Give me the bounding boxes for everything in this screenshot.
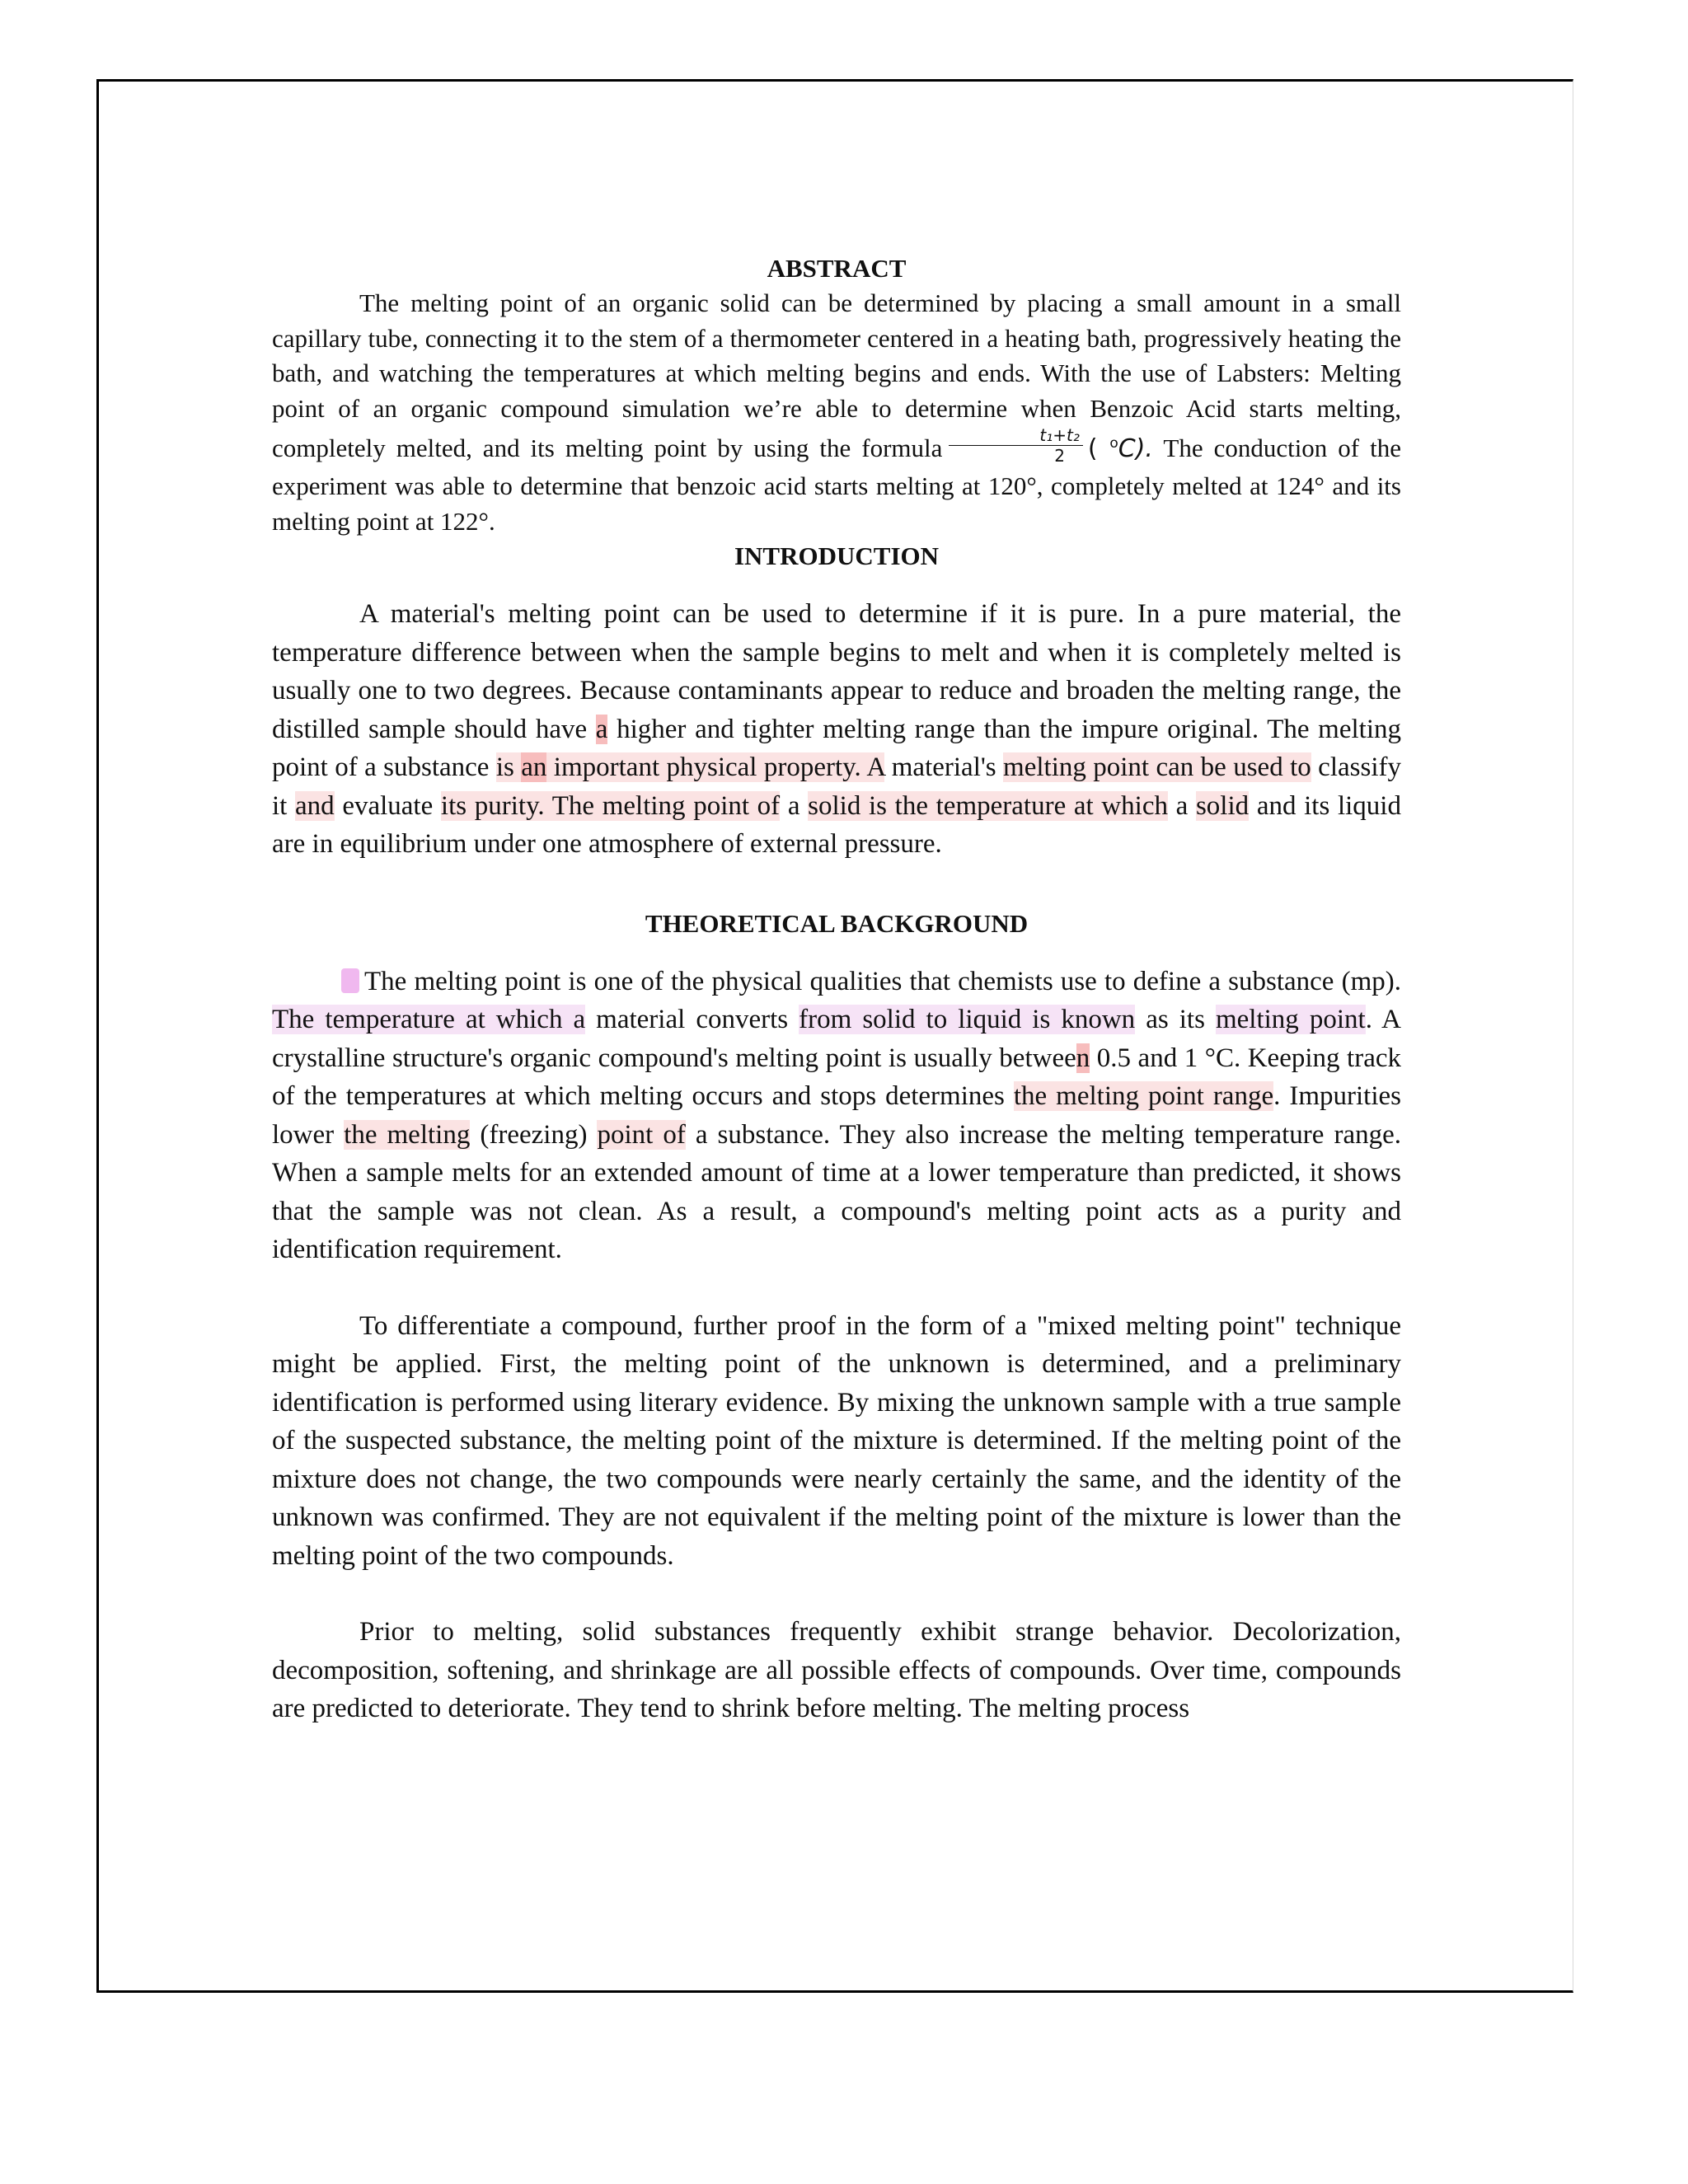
- formula-numerator: t₁+t₂: [949, 427, 1082, 446]
- highlight-span: the melting point range: [1013, 1081, 1274, 1112]
- highlight-span: the melting: [344, 1119, 471, 1150]
- highlight-span: and: [295, 790, 335, 821]
- highlight-span: n: [1076, 1043, 1090, 1073]
- document-body: [272, 251, 1401, 1728]
- highlight-span: a: [595, 714, 608, 744]
- theoretical-background-heading: THEORETICAL BACKGROUND: [645, 908, 1029, 938]
- introduction-heading: INTRODUCTION: [734, 541, 940, 571]
- abstract-text-1: The melting point of an organic solid can be determined by placing a small amount in a small capillary tube, connecting it to the stem of a thermometer centered in a heating bath, progressively heating the bath, and watching the temperatures at which melting begins and ends. With the use of Labsters: Melting point of an organic compound simulation we’re able to determine when Benzoic Acid starts melting, completely melted, and its melting point by using the formula: [272, 288, 1401, 462]
- comment-marker-icon[interactable]: [341, 968, 359, 993]
- highlight-span: melting point: [1215, 1005, 1366, 1035]
- theoretical-paragraph-1: The melting point is one of the physical qualities that chemists use to define a substance (mp). The temperature at which a material converts from solid to liquid is known as its melting point. A crystalline structure's organic compound's melting point is usually between 0.5 and 1 °C. Keeping track of the temperatures at which melting occurs and stops determines the melting point range. Impurities lower the melting (freezing) point of a substance. They also increase the melting temperature range. When a sample melts for an extended amount of time at a lower temperature than predicted, it shows that the sample was not clean. As a result, a compound's melting point acts as a purity and identification requirement.: [272, 966, 1402, 1265]
- highlight-span: melting point can be used to: [1003, 752, 1311, 783]
- highlight-span: important physical property. A: [546, 752, 885, 783]
- theoretical-paragraph-2: To differentiate a compound, further proof in the form of a "mixed melting point" technique might be applied. First, the melting point of the unknown is determined, and a preliminary identification is performed using literary evidence. By mixing the unknown sample with a true sample of the suspected substance, the melting point of the mixture is determined. If the melting point of the mixture does not change, the two compounds were nearly certainly the same, and the identity of the unknown was confirmed. They are not equivalent if the melting point of the mixture is lower than the melting point of the two compounds.: [272, 1310, 1401, 1571]
- highlight-span: from solid to liquid is known: [799, 1005, 1136, 1035]
- highlight-span: is: [495, 752, 522, 783]
- introduction-section: [272, 539, 1401, 864]
- abstract-paragraph: [272, 286, 1401, 539]
- highlight-span: solid is the temperature at which: [808, 790, 1168, 821]
- highlight-span: solid: [1195, 790, 1250, 821]
- highlight-span: point of: [597, 1119, 686, 1150]
- theoretical-paragraph-3: Prior to melting, solid substances frequently exhibit strange behavior. Decolorization, decomposition, softening, and shrinkage are all possible effects of compounds. Over time, compounds are predicted to deteriorate. They tend to shrink before melting. The melting process: [272, 1617, 1401, 1724]
- abstract-section: [272, 251, 1401, 539]
- theoretical-background-section: [272, 907, 1401, 1728]
- formula-fraction: [949, 427, 1082, 464]
- formula-unit: ( $^o$C).: [1087, 434, 1153, 463]
- abstract-text-2: The conduction of the experiment was able to determine that benzoic acid starts melting at 120°, completely melted at 124° and its melting point at 122°.: [272, 434, 1401, 536]
- degree-symbol: o: [1109, 435, 1118, 452]
- abstract-heading: ABSTRACT: [767, 254, 907, 283]
- highlight-span: an: [521, 752, 547, 783]
- highlight-span: The temperature at which a: [272, 1005, 586, 1035]
- introduction-paragraph: A material's melting point can be used to determine if it is pure. In a pure material, the temperature difference between when the sample begins to melt and when it is completely melted is usually one to two degrees. Because contaminants appear to reduce and broaden the melting range, the distilled sample should have a higher and tighter melting range than the impure original. The melting point of a substance is an important physical property. A material's melting point can be used to classify it and evaluate its purity. The melting point of a solid is the temperature at which a solid and its liquid are in equilibrium under one atmosphere of external pressure.: [272, 599, 1401, 860]
- formula-denominator: 2: [1054, 446, 1065, 466]
- highlight-span: its purity. The melting point of: [440, 790, 781, 821]
